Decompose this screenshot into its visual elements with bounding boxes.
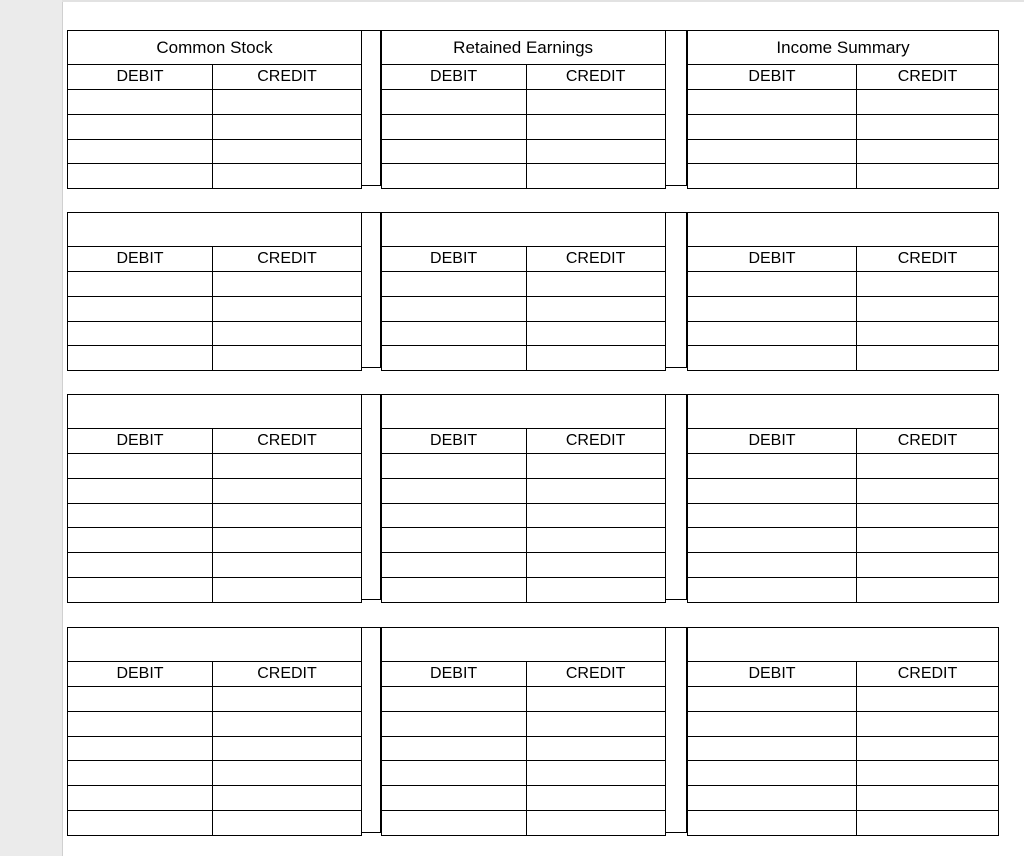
credit-entry-cell[interactable]	[857, 454, 999, 479]
debit-entry-cell[interactable]	[688, 736, 857, 761]
debit-entry-cell[interactable]	[68, 577, 213, 602]
taccount	[381, 30, 666, 189]
entry-row	[68, 272, 362, 297]
credit-entry-cell[interactable]	[213, 346, 362, 371]
entry-row	[381, 687, 665, 712]
entry-row	[687, 114, 998, 139]
debit-entry-cell[interactable]	[687, 90, 856, 115]
debit-entry-cell[interactable]	[68, 553, 213, 578]
credit-entry-cell[interactable]	[526, 272, 665, 297]
debit-entry-cell[interactable]	[68, 810, 213, 835]
debit-entry-cell[interactable]	[688, 810, 857, 835]
entry-row	[68, 528, 362, 553]
credit-entry-cell[interactable]	[857, 736, 999, 761]
credit-entry-cell[interactable]	[857, 346, 999, 371]
entry-row	[381, 577, 665, 602]
credit-entry-cell[interactable]	[857, 577, 999, 602]
debit-entry-cell[interactable]	[68, 736, 213, 761]
entry-row	[687, 90, 998, 115]
credit-header: CREDIT	[526, 247, 665, 272]
credit-entry-cell[interactable]	[526, 90, 665, 115]
entry-row	[688, 736, 999, 761]
credit-header: CREDIT	[213, 65, 362, 90]
account-title-cell[interactable]	[688, 628, 999, 662]
debit-header: DEBIT	[68, 662, 213, 687]
credit-entry-cell[interactable]	[526, 321, 665, 346]
credit-entry-cell[interactable]	[856, 114, 998, 139]
account-title-cell[interactable]: Common Stock	[68, 31, 362, 65]
entry-row	[68, 139, 362, 164]
credit-entry-cell[interactable]	[526, 503, 665, 528]
account-title-cell[interactable]: Retained Earnings	[381, 31, 665, 65]
credit-entry-cell[interactable]	[526, 346, 665, 371]
entry-row	[381, 553, 665, 578]
debit-entry-cell[interactable]	[381, 503, 526, 528]
credit-entry-cell[interactable]	[213, 272, 362, 297]
debit-header: DEBIT	[381, 429, 526, 454]
entry-row	[381, 810, 665, 835]
credit-entry-cell[interactable]	[526, 810, 665, 835]
debit-entry-cell[interactable]	[688, 577, 857, 602]
debit-entry-cell[interactable]	[381, 687, 526, 712]
entry-row	[381, 272, 665, 297]
entry-row	[381, 528, 665, 553]
debit-entry-cell[interactable]	[68, 786, 213, 811]
credit-entry-cell[interactable]	[857, 528, 999, 553]
credit-entry-cell[interactable]	[213, 711, 362, 736]
debit-entry-cell[interactable]	[68, 454, 213, 479]
debit-entry-cell[interactable]	[68, 272, 213, 297]
credit-entry-cell[interactable]	[857, 272, 999, 297]
taccount	[381, 627, 666, 836]
account-title-cell[interactable]	[381, 628, 665, 662]
credit-entry-cell[interactable]	[857, 503, 999, 528]
entry-row	[688, 272, 999, 297]
debit-entry-cell[interactable]	[68, 503, 213, 528]
debit-entry-cell[interactable]	[688, 478, 857, 503]
debit-header: DEBIT	[381, 247, 526, 272]
entry-row	[68, 687, 362, 712]
credit-entry-cell[interactable]	[213, 139, 362, 164]
entry-row	[381, 761, 665, 786]
debit-entry-cell[interactable]	[381, 454, 526, 479]
credit-header: CREDIT	[857, 429, 999, 454]
taccount-group-1	[67, 30, 999, 186]
credit-entry-cell[interactable]	[213, 810, 362, 835]
debit-entry-cell[interactable]	[687, 139, 856, 164]
entry-row	[688, 577, 999, 602]
column-spacer	[362, 212, 381, 368]
taccount-group-3	[67, 394, 999, 600]
entry-row	[68, 810, 362, 835]
entry-row	[381, 296, 665, 321]
entry-row	[687, 164, 998, 189]
entry-row	[688, 321, 999, 346]
credit-header: CREDIT	[526, 65, 665, 90]
debit-entry-cell[interactable]	[381, 296, 526, 321]
debit-entry-cell[interactable]	[381, 786, 526, 811]
entry-row	[68, 736, 362, 761]
credit-entry-cell[interactable]	[526, 114, 665, 139]
credit-entry-cell[interactable]	[213, 503, 362, 528]
credit-entry-cell[interactable]	[213, 761, 362, 786]
taccount-group-4	[67, 627, 999, 833]
credit-header: CREDIT	[526, 662, 665, 687]
credit-header: CREDIT	[857, 662, 999, 687]
debit-entry-cell[interactable]	[381, 346, 526, 371]
credit-entry-cell[interactable]	[213, 90, 362, 115]
debit-entry-cell[interactable]	[381, 90, 526, 115]
entry-row	[381, 346, 665, 371]
credit-entry-cell[interactable]	[857, 687, 999, 712]
debit-entry-cell[interactable]	[381, 114, 526, 139]
entry-row	[381, 786, 665, 811]
account-title-cell[interactable]	[688, 213, 999, 247]
credit-entry-cell[interactable]	[857, 810, 999, 835]
debit-entry-cell[interactable]	[381, 761, 526, 786]
entry-row	[381, 711, 665, 736]
debit-entry-cell[interactable]	[381, 321, 526, 346]
column-spacer	[666, 30, 687, 186]
debit-header: DEBIT	[688, 662, 857, 687]
entry-row	[381, 164, 665, 189]
entry-row	[68, 454, 362, 479]
credit-entry-cell[interactable]	[526, 454, 665, 479]
entry-row	[68, 786, 362, 811]
debit-header: DEBIT	[688, 429, 857, 454]
debit-entry-cell[interactable]	[381, 164, 526, 189]
entry-row	[688, 711, 999, 736]
credit-entry-cell[interactable]	[526, 761, 665, 786]
credit-entry-cell[interactable]	[526, 687, 665, 712]
debit-entry-cell[interactable]	[688, 272, 857, 297]
credit-entry-cell[interactable]	[526, 528, 665, 553]
credit-entry-cell[interactable]	[213, 454, 362, 479]
credit-entry-cell[interactable]	[213, 478, 362, 503]
credit-entry-cell[interactable]	[213, 114, 362, 139]
debit-entry-cell[interactable]	[68, 296, 213, 321]
credit-entry-cell[interactable]	[856, 139, 998, 164]
debit-entry-cell[interactable]	[68, 761, 213, 786]
debit-entry-cell[interactable]	[381, 577, 526, 602]
entry-row	[68, 553, 362, 578]
debit-header: DEBIT	[381, 65, 526, 90]
credit-entry-cell[interactable]	[856, 90, 998, 115]
entry-row	[688, 786, 999, 811]
debit-entry-cell[interactable]	[68, 346, 213, 371]
credit-header: CREDIT	[857, 247, 999, 272]
entry-row	[68, 577, 362, 602]
entry-row	[68, 503, 362, 528]
column-spacer	[362, 627, 381, 833]
column-spacer	[666, 394, 687, 600]
entry-row	[68, 114, 362, 139]
entry-row	[68, 346, 362, 371]
credit-entry-cell[interactable]	[526, 139, 665, 164]
credit-entry-cell[interactable]	[526, 478, 665, 503]
debit-entry-cell[interactable]	[68, 478, 213, 503]
debit-entry-cell[interactable]	[687, 164, 856, 189]
entry-row	[688, 503, 999, 528]
debit-header: DEBIT	[381, 662, 526, 687]
debit-entry-cell[interactable]	[688, 296, 857, 321]
credit-entry-cell[interactable]	[213, 687, 362, 712]
credit-entry-cell[interactable]	[857, 711, 999, 736]
entry-row	[381, 454, 665, 479]
credit-entry-cell[interactable]	[856, 164, 998, 189]
debit-entry-cell[interactable]	[688, 687, 857, 712]
entry-row	[68, 711, 362, 736]
debit-entry-cell[interactable]	[381, 810, 526, 835]
entry-row	[68, 321, 362, 346]
entry-row	[381, 114, 665, 139]
left-gutter	[0, 0, 63, 856]
column-spacer	[362, 30, 381, 186]
credit-entry-cell[interactable]	[213, 786, 362, 811]
debit-entry-cell[interactable]	[688, 553, 857, 578]
credit-entry-cell[interactable]	[857, 478, 999, 503]
credit-entry-cell[interactable]	[526, 577, 665, 602]
debit-header: DEBIT	[68, 247, 213, 272]
debit-entry-cell[interactable]	[688, 321, 857, 346]
taccount	[67, 212, 362, 371]
entry-row	[381, 736, 665, 761]
taccount	[67, 394, 362, 603]
entry-row	[688, 528, 999, 553]
debit-entry-cell[interactable]	[68, 114, 213, 139]
debit-entry-cell[interactable]	[68, 321, 213, 346]
debit-header: DEBIT	[688, 247, 857, 272]
taccount	[687, 627, 999, 836]
entry-row	[688, 478, 999, 503]
taccount-group-2	[67, 212, 999, 368]
account-title-cell[interactable]	[381, 395, 665, 429]
taccount	[381, 394, 666, 603]
debit-entry-cell[interactable]	[688, 454, 857, 479]
debit-header: DEBIT	[687, 65, 856, 90]
entry-row	[688, 454, 999, 479]
debit-entry-cell[interactable]	[688, 786, 857, 811]
credit-header: CREDIT	[213, 429, 362, 454]
debit-entry-cell[interactable]	[381, 478, 526, 503]
taccount	[687, 394, 999, 603]
debit-entry-cell[interactable]	[68, 528, 213, 553]
credit-entry-cell[interactable]	[213, 553, 362, 578]
debit-entry-cell[interactable]	[381, 272, 526, 297]
debit-entry-cell[interactable]	[688, 711, 857, 736]
debit-entry-cell[interactable]	[381, 711, 526, 736]
credit-entry-cell[interactable]	[857, 553, 999, 578]
debit-entry-cell[interactable]	[381, 553, 526, 578]
debit-entry-cell[interactable]	[68, 687, 213, 712]
debit-entry-cell[interactable]	[687, 114, 856, 139]
credit-entry-cell[interactable]	[526, 711, 665, 736]
account-title-cell[interactable]: Income Summary	[687, 31, 998, 65]
credit-entry-cell[interactable]	[213, 321, 362, 346]
credit-header: CREDIT	[526, 429, 665, 454]
debit-header: DEBIT	[68, 429, 213, 454]
credit-entry-cell[interactable]	[213, 577, 362, 602]
account-title-cell[interactable]	[68, 213, 362, 247]
debit-entry-cell[interactable]	[68, 164, 213, 189]
entry-row	[687, 139, 998, 164]
entry-row	[688, 761, 999, 786]
debit-entry-cell[interactable]	[688, 346, 857, 371]
credit-entry-cell[interactable]	[526, 553, 665, 578]
debit-entry-cell[interactable]	[68, 90, 213, 115]
debit-entry-cell[interactable]	[688, 503, 857, 528]
credit-entry-cell[interactable]	[526, 736, 665, 761]
entry-row	[381, 139, 665, 164]
entry-row	[381, 321, 665, 346]
credit-entry-cell[interactable]	[213, 296, 362, 321]
credit-entry-cell[interactable]	[857, 786, 999, 811]
entry-row	[68, 90, 362, 115]
entry-row	[381, 90, 665, 115]
entry-row	[68, 296, 362, 321]
entry-row	[688, 810, 999, 835]
credit-entry-cell[interactable]	[857, 761, 999, 786]
entry-row	[381, 503, 665, 528]
taccount	[67, 30, 362, 189]
account-title-cell[interactable]	[381, 213, 665, 247]
debit-header: DEBIT	[68, 65, 213, 90]
credit-header: CREDIT	[213, 662, 362, 687]
credit-entry-cell[interactable]	[213, 736, 362, 761]
entry-row	[381, 478, 665, 503]
debit-entry-cell[interactable]	[381, 528, 526, 553]
credit-header: CREDIT	[856, 65, 998, 90]
column-spacer	[666, 212, 687, 368]
entry-row	[688, 687, 999, 712]
worksheet-page	[63, 2, 1024, 856]
credit-entry-cell[interactable]	[213, 528, 362, 553]
taccount	[381, 212, 666, 371]
credit-entry-cell[interactable]	[857, 296, 999, 321]
column-spacer	[362, 394, 381, 600]
entry-row	[68, 478, 362, 503]
credit-entry-cell[interactable]	[857, 321, 999, 346]
taccount	[687, 212, 999, 371]
debit-entry-cell[interactable]	[68, 139, 213, 164]
account-title-cell[interactable]	[68, 628, 362, 662]
debit-entry-cell[interactable]	[688, 761, 857, 786]
entry-row	[68, 761, 362, 786]
entry-row	[68, 164, 362, 189]
account-title-cell[interactable]	[68, 395, 362, 429]
entry-row	[688, 346, 999, 371]
credit-header: CREDIT	[213, 247, 362, 272]
column-spacer	[666, 627, 687, 833]
credit-entry-cell[interactable]	[526, 786, 665, 811]
debit-entry-cell[interactable]	[688, 528, 857, 553]
entry-row	[688, 296, 999, 321]
credit-entry-cell[interactable]	[526, 164, 665, 189]
debit-entry-cell[interactable]	[381, 736, 526, 761]
debit-entry-cell[interactable]	[381, 139, 526, 164]
credit-entry-cell[interactable]	[526, 296, 665, 321]
credit-entry-cell[interactable]	[213, 164, 362, 189]
taccount	[67, 627, 362, 836]
entry-row	[688, 553, 999, 578]
taccount	[687, 30, 999, 189]
account-title-cell[interactable]	[688, 395, 999, 429]
debit-entry-cell[interactable]	[68, 711, 213, 736]
